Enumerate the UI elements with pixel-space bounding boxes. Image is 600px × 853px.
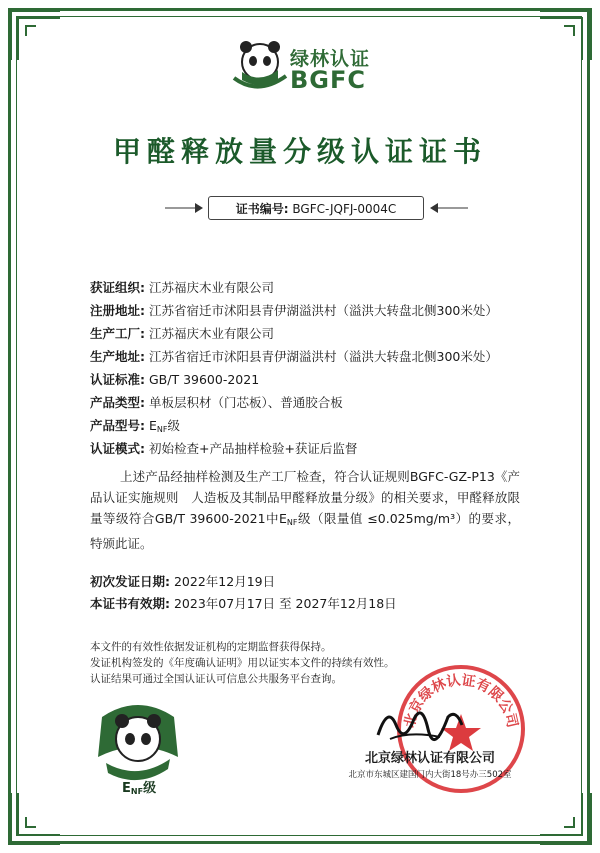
enf-grade-label: $E_{NF}$级 [122,781,157,796]
detail-value: 初始检查+产品抽样检验+获证后监督 [148,441,358,456]
detail-label: 获证组织: [90,280,145,295]
detail-row [90,391,550,414]
cert-number-ornament [428,201,468,215]
detail-row [90,299,550,322]
detail-value: GB/T 39600-2021 [148,372,260,387]
certificate-title: 甲醛释放量分级认证证书 [112,135,487,168]
detail-row [90,437,550,460]
statement-paragraph: 上述产品经抽样检测及生产工厂检查，符合认证规则BGFC-GZ-P13《产品认证实施规则 人造板及其制品甲醛释放量分级》的相关要求，甲醛释放限量等级符合GB/T 39600-2021中$E_{NF}$级（限量值 ≤0.025mg/m³）的要求，特颁此证。 [90,469,520,551]
date-value: 2023年07月17日 至 2027年12月18日 [173,596,397,611]
note-line: 本文件的有效性依据发证机构的定期监督获得保持。 [90,641,332,653]
date-label: 初次发证日期: [90,574,170,589]
detail-value: 江苏省宿迁市沭阳县青伊湖溢洪村（溢洪大转盘北侧300米处） [148,349,498,364]
date-row [90,571,397,593]
logo-english-name: BGFC [290,66,366,94]
detail-value: 江苏福庆木业有限公司 [148,280,274,295]
detail-row [90,368,550,391]
certificate-details [90,276,550,460]
detail-label: 产品型号: [90,418,145,433]
note-line: 发证机构签发的《年度确认证明》用以证实本文件的持续有效性。 [90,657,395,669]
cert-number-label: 证书编号: [235,202,289,216]
detail-label: 认证标准: [90,372,145,387]
logo-chinese-name: 绿林认证 [290,48,371,70]
certification-statement [90,466,520,554]
seal-text: 北京绿林认证有限公司 [401,672,521,730]
detail-label: 生产工厂: [90,326,145,341]
date-row [90,593,397,615]
validity-dates [90,571,397,615]
validity-notes [90,639,395,687]
cert-number-value: BGFC-JQFJ-0004C [292,202,397,216]
signature-icon [370,695,470,751]
corner-ornament [536,789,594,847]
detail-row [90,276,550,299]
cert-number-ornament [165,201,205,215]
detail-value: 江苏省宿迁市沭阳县青伊湖溢洪村（溢洪大转盘北侧300米处） [148,303,498,318]
corner-ornament [6,6,64,64]
detail-value: 江苏福庆木业有限公司 [148,326,274,341]
corner-ornament [536,6,594,64]
detail-row [90,322,550,345]
date-value: 2022年12月19日 [173,574,276,589]
detail-value: $E_{NF}$级 [148,418,180,434]
detail-row [90,345,550,368]
detail-label: 认证模式: [90,441,145,456]
detail-label: 注册地址: [90,303,145,318]
detail-row [90,414,550,437]
detail-label: 产品类型: [90,395,145,410]
note-line: 认证结果可通过全国认证认可信息公共服务平台查询。 [90,673,342,685]
date-label: 本证书有效期: [90,596,170,611]
detail-value: 单板层积材（门芯板）、普通胶合板 [148,395,343,410]
certificate-number [208,196,424,220]
corner-ornament [6,789,64,847]
issuer-address: 北京市东城区建国门内大街18号办三502室 [348,770,512,780]
issuer-name: 北京绿林认证有限公司 [364,751,495,766]
detail-label: 生产地址: [90,349,145,364]
